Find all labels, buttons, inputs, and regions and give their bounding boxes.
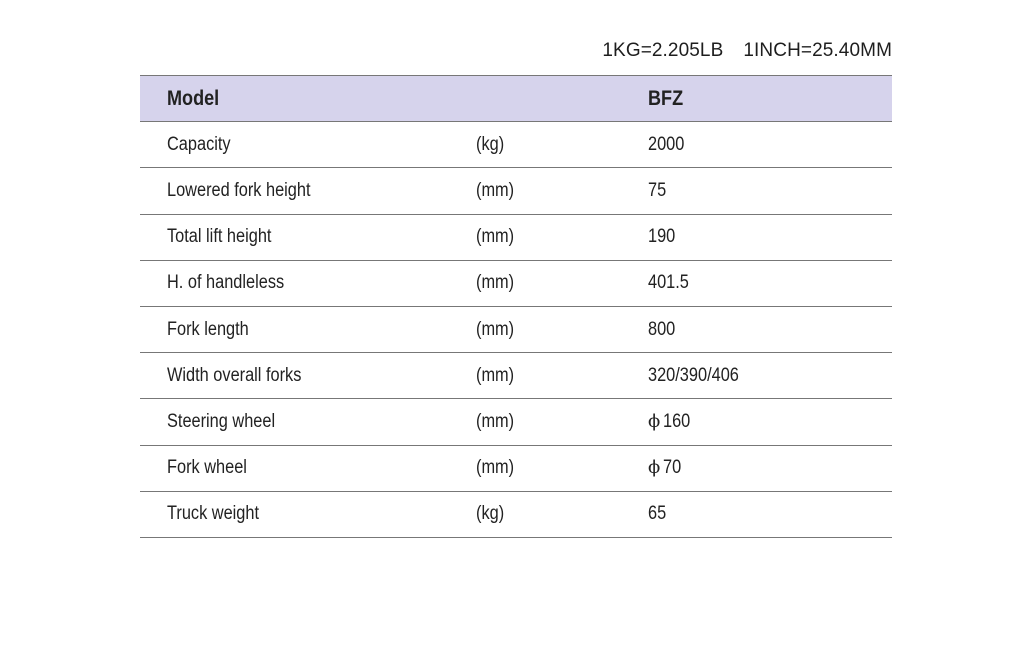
row-label: Total lift height bbox=[167, 226, 272, 248]
kg-lb-conversion: 1KG=2.205LB bbox=[602, 40, 724, 61]
diameter-symbol: ϕ bbox=[648, 457, 661, 479]
row-unit: (mm) bbox=[476, 318, 515, 340]
table-row bbox=[140, 261, 892, 307]
row-unit: (mm) bbox=[476, 410, 515, 432]
table-row bbox=[140, 492, 892, 538]
row-label: Steering wheel bbox=[167, 410, 276, 432]
row-value: 160 bbox=[663, 410, 691, 432]
model-label-cell bbox=[140, 87, 476, 111]
inch-mm-conversion: 1INCH=25.40MM bbox=[743, 40, 892, 61]
table-row bbox=[140, 168, 892, 214]
row-value: 800 bbox=[648, 318, 676, 340]
row-label: Fork length bbox=[167, 318, 249, 340]
row-label: Width overall forks bbox=[167, 364, 302, 386]
row-label: Lowered fork height bbox=[167, 179, 311, 201]
row-unit: (kg) bbox=[476, 133, 505, 155]
unit-conversion-note bbox=[602, 40, 892, 62]
row-unit: (mm) bbox=[476, 179, 515, 201]
row-value: 75 bbox=[648, 179, 667, 201]
row-unit: (kg) bbox=[476, 503, 505, 525]
table-header-row bbox=[140, 76, 892, 122]
row-value: 2000 bbox=[648, 133, 685, 155]
model-name: BFZ bbox=[648, 86, 684, 110]
table-row bbox=[140, 122, 892, 168]
table-row bbox=[140, 353, 892, 399]
row-unit: (mm) bbox=[476, 272, 515, 294]
table-row bbox=[140, 399, 892, 445]
row-unit: (mm) bbox=[476, 226, 515, 248]
row-value: 65 bbox=[648, 503, 667, 525]
table-row bbox=[140, 215, 892, 261]
row-value: 320/390/406 bbox=[648, 364, 739, 386]
diameter-symbol: ϕ bbox=[648, 410, 661, 432]
row-label: H. of handleless bbox=[167, 272, 285, 294]
row-label: Truck weight bbox=[167, 503, 260, 525]
row-unit: (mm) bbox=[476, 364, 515, 386]
table-row bbox=[140, 446, 892, 492]
row-value: 401.5 bbox=[648, 272, 689, 294]
model-name-cell bbox=[648, 87, 892, 111]
row-label: Fork wheel bbox=[167, 457, 247, 479]
table-row bbox=[140, 307, 892, 353]
specification-table bbox=[140, 75, 892, 538]
row-label: Capacity bbox=[167, 133, 231, 155]
row-value: 70 bbox=[663, 457, 682, 479]
row-value: 190 bbox=[648, 226, 676, 248]
row-unit: (mm) bbox=[476, 457, 515, 479]
model-label: Model bbox=[167, 86, 220, 110]
